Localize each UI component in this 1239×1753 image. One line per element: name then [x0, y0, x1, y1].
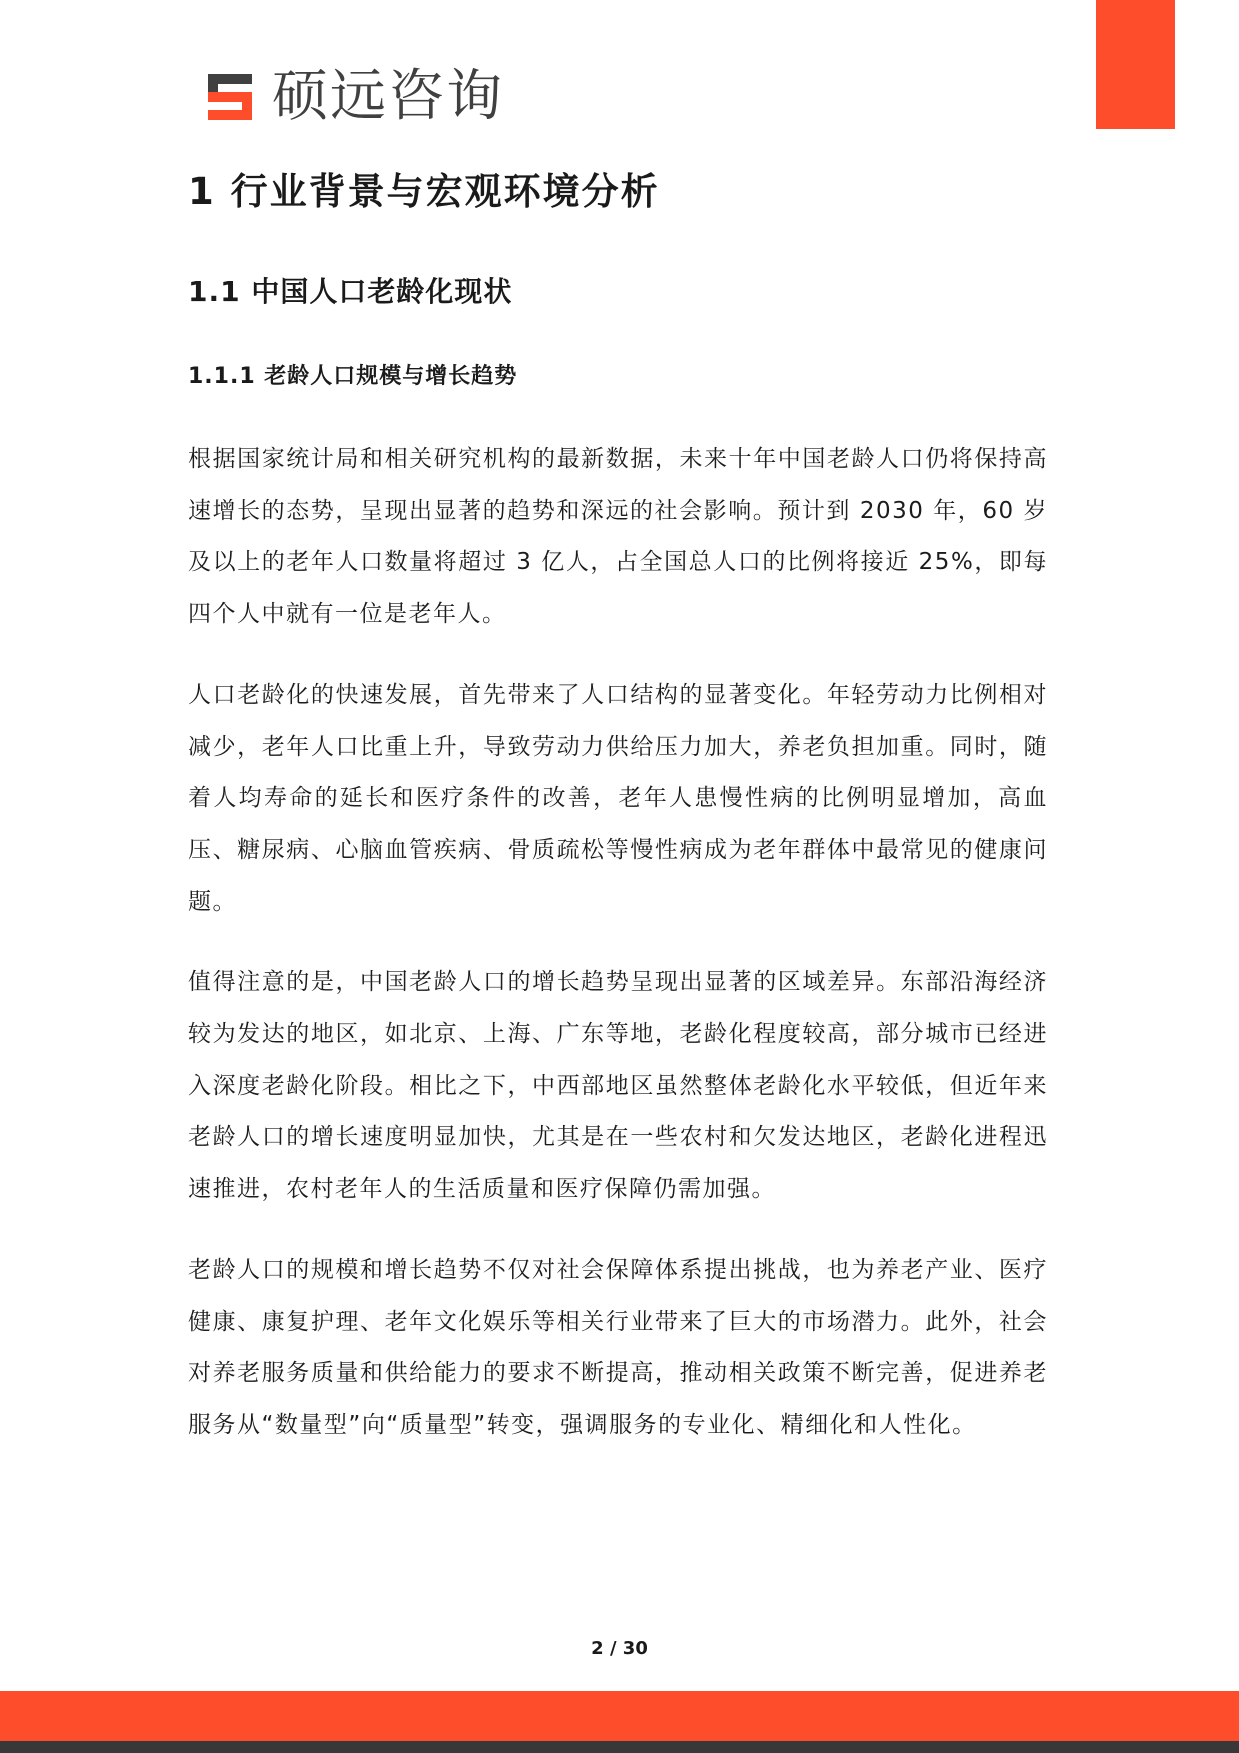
paragraph: 人口老龄化的快速发展，首先带来了人口结构的显著变化。年轻劳动力比例相对减少，老年人口比重上升，导致劳动力供给压力加大，养老负担加重。同时，随着人均寿命的延长和医疗条件的改善，老年人患慢性病的比例明显增加，高血压、糖尿病、心脑血管疾病、骨质疏松等慢性病成为老年群体中最常见的健康问题。	[188, 681, 1048, 915]
s-logo-mark-icon	[200, 68, 260, 126]
footer-accent-bar	[0, 1691, 1239, 1741]
subsection-heading: 1.1 中国人口老龄化现状	[188, 275, 513, 308]
paragraph: 根据国家统计局和相关研究机构的最新数据，未来十年中国老龄人口仍将保持高速增长的态势，呈现出显著的趋势和深远的社会影响。预计到 2030 年，60 岁及以上的老年人口数量将超过 3 亿人，占全国总人口的比例将接近 25%，即每四个人中就有一位是老年人。	[188, 446, 1048, 628]
corner-accent-tab	[1096, 0, 1175, 129]
footer-dark-strip	[0, 1741, 1239, 1753]
paragraph: 值得注意的是，中国老龄人口的增长趋势呈现出显著的区域差异。东部沿海经济较为发达的地区，如北京、上海、广东等地，老龄化程度较高，部分城市已经进入深度老龄化阶段。相比之下，中西部地区虽然整体老龄化水平较低，但近年来老龄人口的增长速度明显加快，尤其是在一些农村和欠发达地区，老龄化进程迅速推进，农村老年人的生活质量和医疗保障仍需加强。	[188, 969, 1048, 1203]
sub-subsection-heading: 1.1.1 老龄人口规模与增长趋势	[188, 364, 518, 389]
brand-logo	[200, 64, 504, 129]
brand-name: 硕远咨询	[272, 64, 504, 129]
page-number: 2 / 30	[591, 1638, 648, 1659]
paragraph: 老龄人口的规模和增长趋势不仅对社会保障体系提出挑战，也为养老产业、医疗健康、康复护理、老年文化娱乐等相关行业带来了巨大的市场潜力。此外，社会对养老服务质量和供给能力的要求不断提高，推动相关政策不断完善，促进养老服务从“数量型”向“质量型”转变，强调服务的专业化、精细化和人性化。	[188, 1256, 1048, 1438]
section-heading: 1 行业背景与宏观环境分析	[188, 170, 660, 213]
body-text	[188, 434, 1048, 1481]
